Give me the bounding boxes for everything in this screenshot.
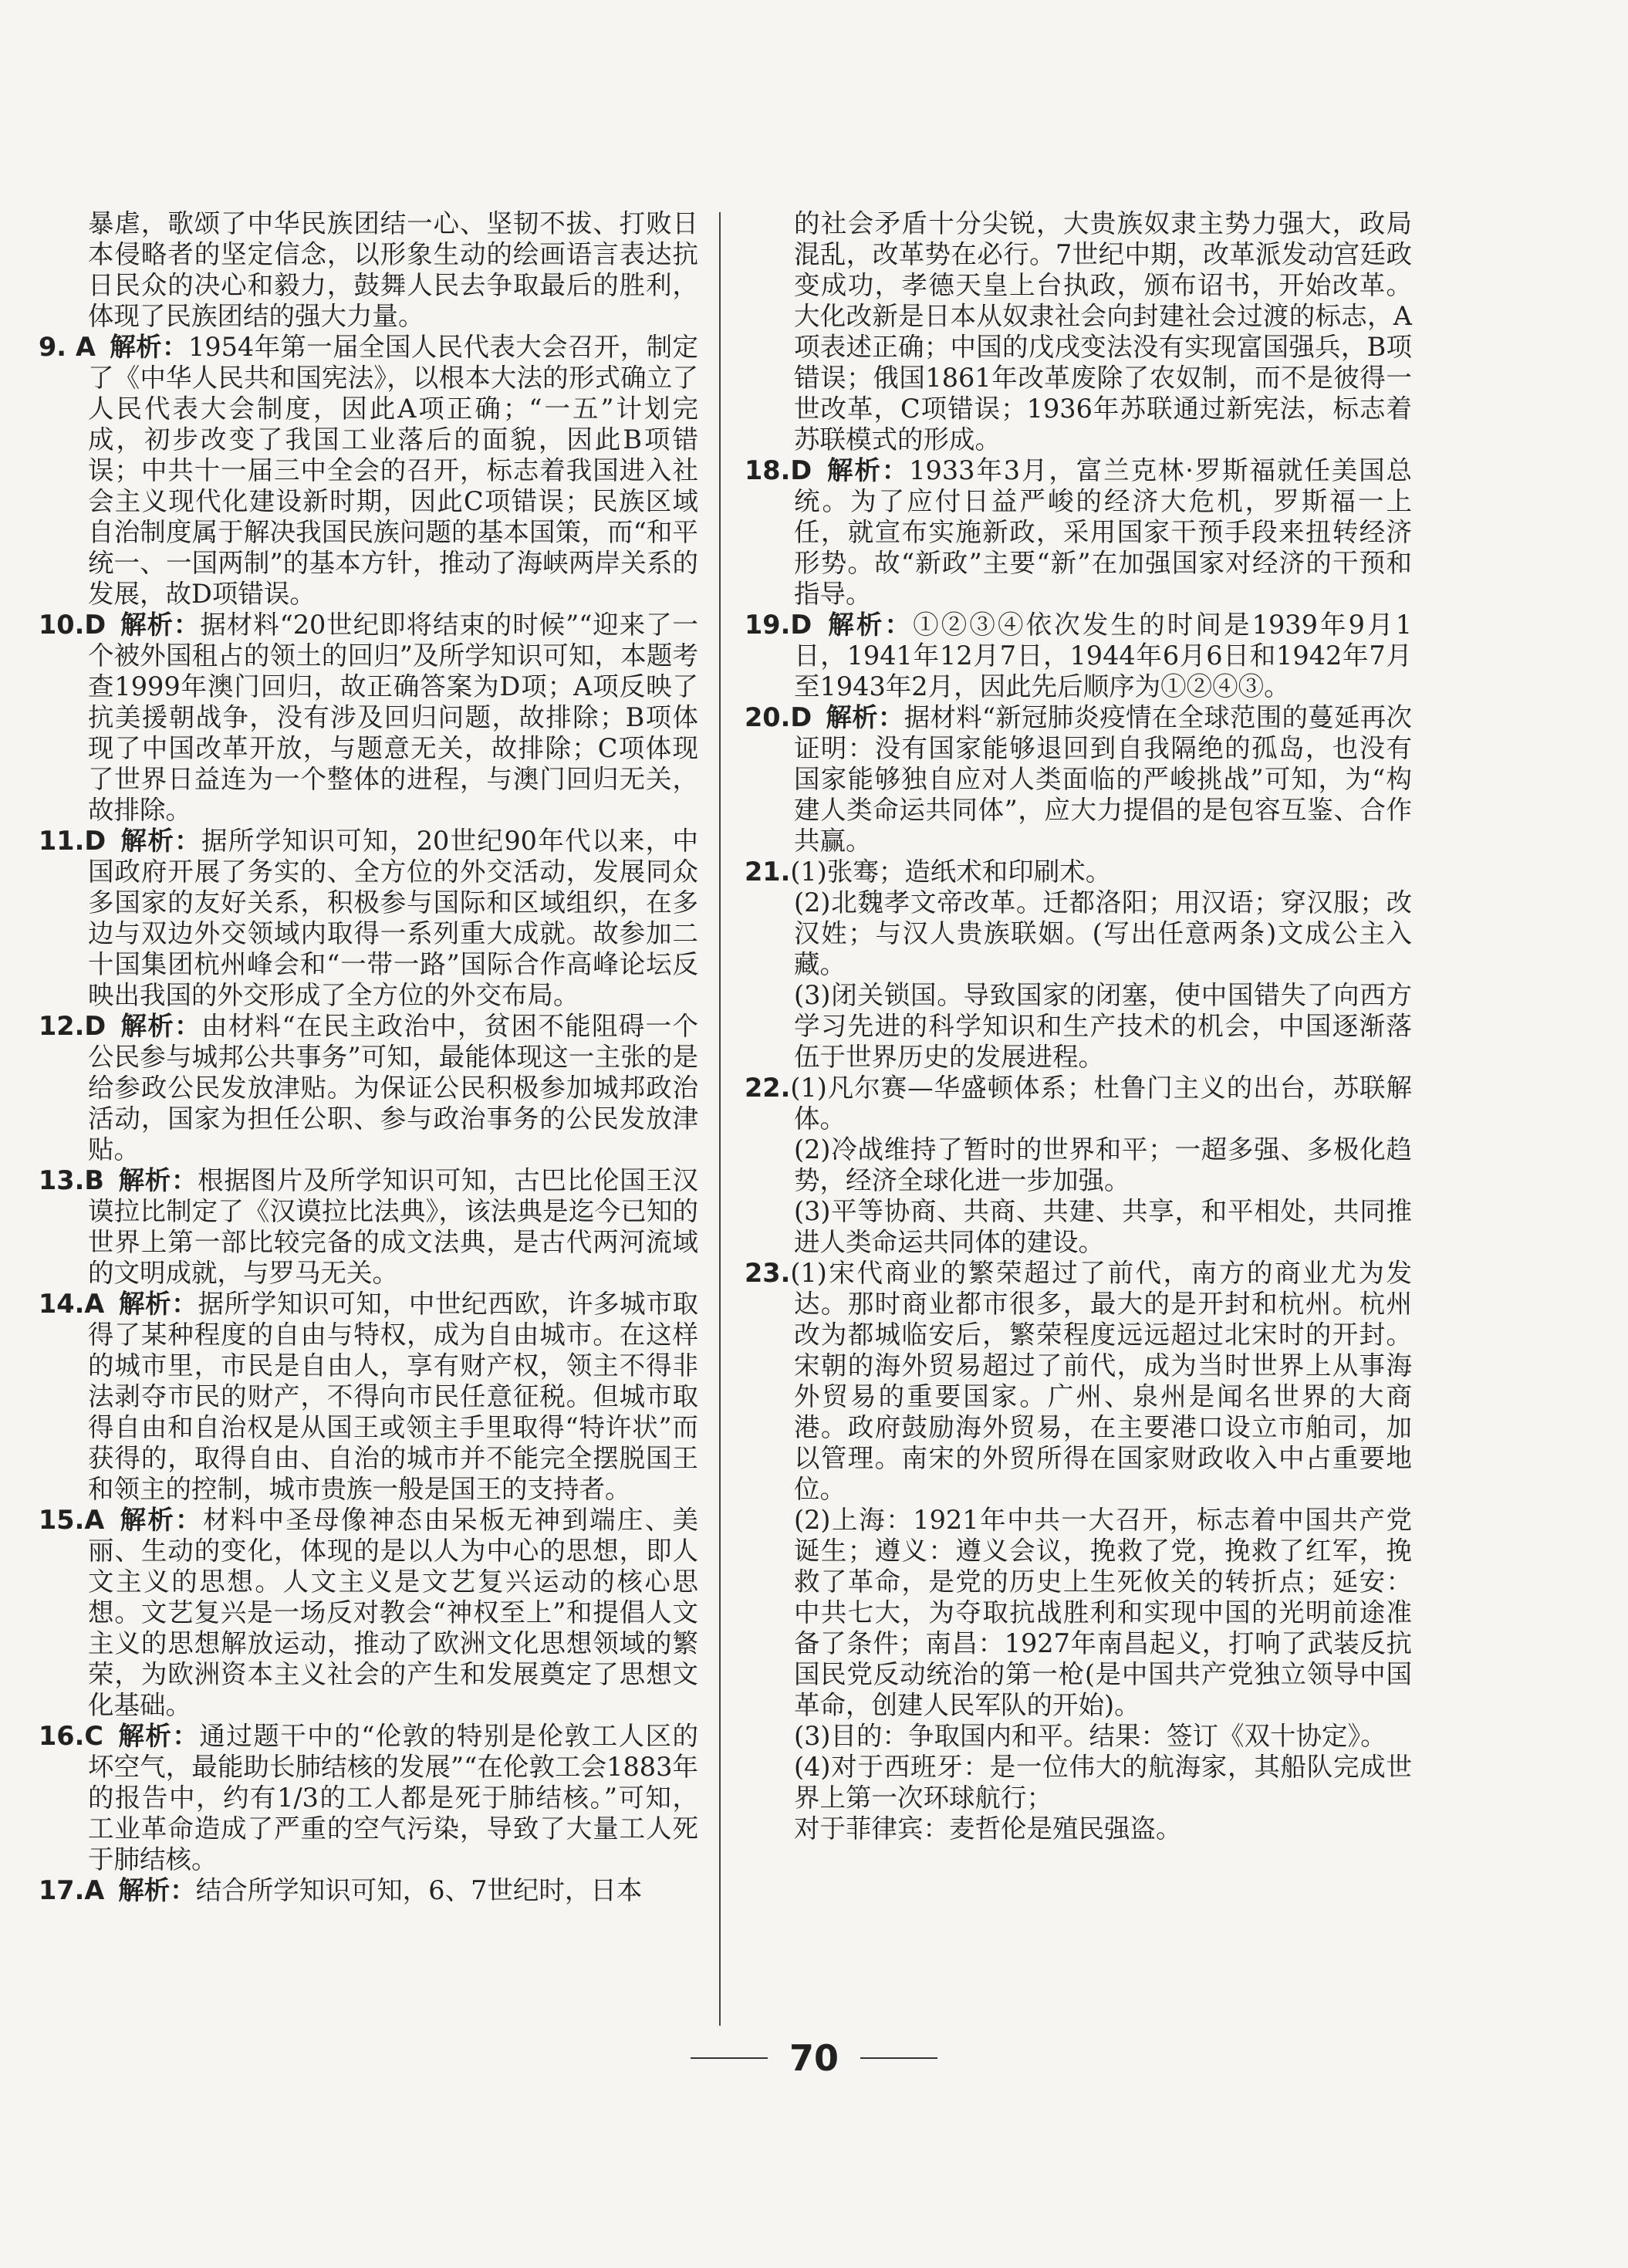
answer-number: 20. xyxy=(745,702,791,732)
analysis-text: 结合所学知识可知，6、7世纪时，日本 xyxy=(195,1875,643,1905)
answer-item xyxy=(745,455,1412,610)
page-number: 70 xyxy=(789,2037,839,2079)
answer-item xyxy=(39,1011,698,1165)
answer-23 xyxy=(745,1258,1412,1505)
answer-number: 21. xyxy=(745,857,791,887)
analysis-text: 据所学知识可知，20世纪90年代以来，中国政府开展了务实的、全方位的外交活动，发展同众多国家的友好关系，积极参与国际和区域组织，在多边与双边外交领域内取得一系列重大成就。故参加二十国集团杭州峰会和“一带一路”国际合作高峰论坛反映出我国的外交形成了全方位的外交布局。 xyxy=(88,826,699,1010)
analysis-text: 由材料“在民主政治中，贫困不能阻碍一个公民参与城邦公共事务”可知，最能体现这一主张的是给参政公民发放津贴。为保证公民积极参加城邦政治活动，国家为担任公职、参与政治事务的公民发放津贴。 xyxy=(88,1011,698,1164)
answer-number: 11. xyxy=(39,826,85,856)
answer-line: (3)闭关锁国。导致国家的闭塞，使中国错失了向西方学习先进的科学知识和生产技术的机会，中国逐渐落伍于世界历史的发展进程。 xyxy=(794,980,1412,1072)
answer-number: 14. xyxy=(39,1289,85,1319)
analysis-label: 解析： xyxy=(826,455,910,485)
answer-21 xyxy=(745,857,1412,887)
answer-choice: D xyxy=(790,702,812,732)
answer-item xyxy=(39,332,698,610)
answer-line: (3)平等协商、共商、共建、共享，和平相处，共同推进人类命运共同体的建设。 xyxy=(794,1196,1412,1257)
right-intro: 的社会矛盾十分尖锐，大贵族奴隶主势力强大，政局混乱，改革势在必行。7世纪中期，改革派发动宫廷政变成功，孝德天皇上台执政，颁布诏书，开始改革。大化改新是日本从奴隶社会向封建社会过渡的标志，A项表述正确；中国的戊戌变法没有实现富国强兵，B项错误；俄国1861年改革废除了农奴制，而不是彼得一世改革，C项错误；1936年苏联通过新宪法，标志着苏联模式的形成。 xyxy=(794,208,1412,455)
answer-number: 18. xyxy=(745,455,791,485)
answer-line: (1)宋代商业的繁荣超过了前代，南方的商业尤为发达。那时商业都市很多，最大的是开封和杭州。杭州改为都城临安后，繁荣程度远远超过北宋时的开封。宋朝的海外贸易超过了前代，成为当时世界上从事海外贸易的重要国家。广州、泉州是闻名世界的大商港。政府鼓励海外贸易，在主要港口设立市舶司，加以管理。南宋的外贸所得在国家财政收入中占重要地位。 xyxy=(790,1258,1412,1504)
answer-number: 13. xyxy=(39,1165,85,1195)
right-answer-list xyxy=(745,455,1412,857)
answer-number: 19. xyxy=(745,610,791,640)
page-footer xyxy=(0,2037,1628,2079)
answer-item xyxy=(39,826,698,1011)
left-answer-list xyxy=(39,332,698,1906)
analysis-label: 解析： xyxy=(120,826,202,856)
answer-choice: A xyxy=(84,1875,105,1905)
analysis-text: 材料中圣母像神态由呆板无神到端庄、美丽、生动的变化，体现的是以人为中心的思想，即人文主义的思想。人文主义是文艺复兴运动的核心思想。文艺复兴是一场反对教会“神权至上”和提倡人文主义的思想解放运动，推动了欧洲文化思想领域的繁荣，为欧洲资本主义社会的产生和发展奠定了思想文化基础。 xyxy=(88,1505,699,1720)
analysis-text: 1933年3月，富兰克林·罗斯福就任美国总统。为了应付日益严峻的经济大危机，罗斯福一上任，就宣布实施新政，采用国家干预手段来扭转经济形势。故“新政”主要“新”在加强国家对经济的干预和指导。 xyxy=(794,455,1413,609)
answer-line: (1)凡尔赛—华盛顿体系；杜鲁门主义的出台，苏联解体。 xyxy=(790,1073,1412,1134)
column-divider xyxy=(719,212,721,2026)
right-column xyxy=(745,208,1412,1844)
answer-22 xyxy=(745,1073,1412,1134)
answer-number: 23. xyxy=(745,1258,791,1288)
answer-choice: B xyxy=(84,1165,104,1195)
answer-choice: D xyxy=(790,610,812,640)
answer-line: (4)对于西班牙：是一位伟大的航海家，其船队完成世界上第一次环球航行； xyxy=(794,1752,1412,1813)
footer-rule-left xyxy=(691,2057,768,2059)
analysis-text: 通过题干中的“伦敦的特别是伦敦工人区的坏空气，最能助长肺结核的发展”“在伦敦工会1883年的报告中，约有1/3的工人都是死于肺结核。”可知，工业革命造成了严重的空气污染，导致了大量工人死于肺结核。 xyxy=(88,1721,698,1874)
analysis-label: 解析： xyxy=(826,702,904,732)
analysis-text: 根据图片及所学知识可知，古巴比伦国王汉谟拉比制定了《汉谟拉比法典》，该法典是迄今已知的世界上第一部比较完备的成文法典，是古代两河流域的文明成就，与罗马无关。 xyxy=(88,1165,699,1288)
answer-number: 16. xyxy=(39,1721,85,1751)
answer-number: 15. xyxy=(39,1505,85,1535)
analysis-label: 解析： xyxy=(117,1165,198,1195)
answer-item xyxy=(39,1289,698,1505)
answer-item xyxy=(39,1721,698,1875)
answer-choice: C xyxy=(84,1721,103,1751)
analysis-label: 解析： xyxy=(826,610,914,640)
answer-choice: D xyxy=(84,1011,106,1041)
analysis-text: 据材料“20世纪即将结束的时候”“迎来了一个被外国租占的领土的回归”及所学知识可知，本题考查1999年澳门回归，故正确答案为D项；A项反映了抗美援朝战争，没有涉及回归问题，故排除；B项体现了中国改革开放，与题意无关，故排除；C项体现了世界日益连为一个整体的进程，与澳门回归无关，故排除。 xyxy=(88,610,698,825)
analysis-label: 解析： xyxy=(120,610,201,640)
answer-line: (2)冷战维持了暂时的世界和平；一超多强、多极化趋势，经济全球化进一步加强。 xyxy=(794,1134,1412,1195)
answer-line: (2)北魏孝文帝改革。迁都洛阳；用汉语；穿汉服；改汉姓；与汉人贵族联姻。(写出任意两条)文成公主入藏。 xyxy=(794,887,1412,979)
answer-choice: D xyxy=(790,455,812,485)
analysis-text: ①②③④依次发生的时间是1939年9月1日，1941年12月7日，1944年6月6日和1942年7月至1943年2月，因此先后顺序为①②④③。 xyxy=(794,610,1413,701)
analysis-label: 解析： xyxy=(117,1721,200,1751)
answer-item xyxy=(39,1505,698,1721)
answer-choice: A xyxy=(76,332,96,362)
left-intro: 暴虐，歌颂了中华民族团结一心、坚韧不拔、打败日本侵略者的坚定信念，以形象生动的绘画语言表达抗日民众的决心和毅力，鼓舞人民去争取最后的胜利，体现了民族团结的强大力量。 xyxy=(88,208,698,331)
left-column xyxy=(39,208,698,1906)
analysis-text: 1954年第一届全国人民代表大会召开，制定了《中华人民共和国宪法》，以根本大法的形式确立了人民代表大会制度，因此A项正确；“一五”计划完成，初步改变了我国工业落后的面貌，因此B项错误；中共十一届三中全会的召开，标志着我国进入社会主义现代化建设新时期，因此C项错误；民族区域自治制度属于解决我国民族问题的基本国策，而“和平统一、一国两制”的基本方针，推动了海峡两岸关系的发展，故D项错误。 xyxy=(88,332,699,609)
analysis-text: 据所学知识可知，中世纪西欧，许多城市取得了某种程度的自由与特权，成为自由城市。在这样的城市里，市民是自由人，享有财产权，领主不得非法剥夺市民的财产，不得向市民任意征税。但城市取得自由和自治权是从国王或领主手里取得“特许状”而获得的，取得自由、自治的城市并不能完全摆脱国王和领主的控制，城市贵族一般是国王的支持者。 xyxy=(88,1289,699,1504)
answer-item xyxy=(745,610,1412,702)
analysis-label: 解析： xyxy=(109,332,188,362)
answer-choice: D xyxy=(84,610,106,640)
answer-item xyxy=(39,1875,698,1906)
answer-line: (1)张骞；造纸术和印刷术。 xyxy=(790,857,1112,887)
answer-choice: A xyxy=(84,1289,105,1319)
answer-line: (3)目的：争取国内和平。结果：签订《双十协定》。 xyxy=(794,1721,1387,1751)
analysis-label: 解析： xyxy=(118,1505,203,1535)
answer-number: 12. xyxy=(39,1011,85,1041)
answer-choice: A xyxy=(84,1505,105,1535)
answer-number: 9. xyxy=(39,332,67,362)
answer-line: 对于菲律宾：麦哲伦是殖民强盗。 xyxy=(794,1813,1182,1844)
answer-number: 10. xyxy=(39,610,85,640)
footer-rule-right xyxy=(860,2057,937,2059)
answer-item xyxy=(39,610,698,826)
answer-choice: D xyxy=(84,826,106,856)
answer-number: 17. xyxy=(39,1875,85,1905)
answer-line: (2)上海：1921年中共一大召开，标志着中国共产党诞生；遵义：遵义会议，挽救了党，挽救了红军，挽救了革命，是党的历史上生死攸关的转折点；延安：中共七大，为夺取抗战胜利和实现中国的光明前途准备了条件；南昌：1927年南昌起义，打响了武装反抗国民党反动统治的第一枪(是中国共产党独立领导中国革命，创建人民军队的开始)。 xyxy=(794,1505,1412,1720)
analysis-label: 解析： xyxy=(118,1289,198,1319)
answer-item xyxy=(39,1165,698,1289)
analysis-text: 据材料“新冠肺炎疫情在全球范围的蔓延再次证明：没有国家能够退回到自我隔绝的孤岛，也没有国家能够独自应对人类面临的严峻挑战”可知，为“构建人类命运共同体”，应大力提倡的是包容互鉴、合作共赢。 xyxy=(794,702,1412,856)
analysis-label: 解析： xyxy=(118,1875,196,1905)
answer-number: 22. xyxy=(745,1073,791,1103)
answer-item xyxy=(745,702,1412,857)
analysis-label: 解析： xyxy=(120,1011,201,1041)
